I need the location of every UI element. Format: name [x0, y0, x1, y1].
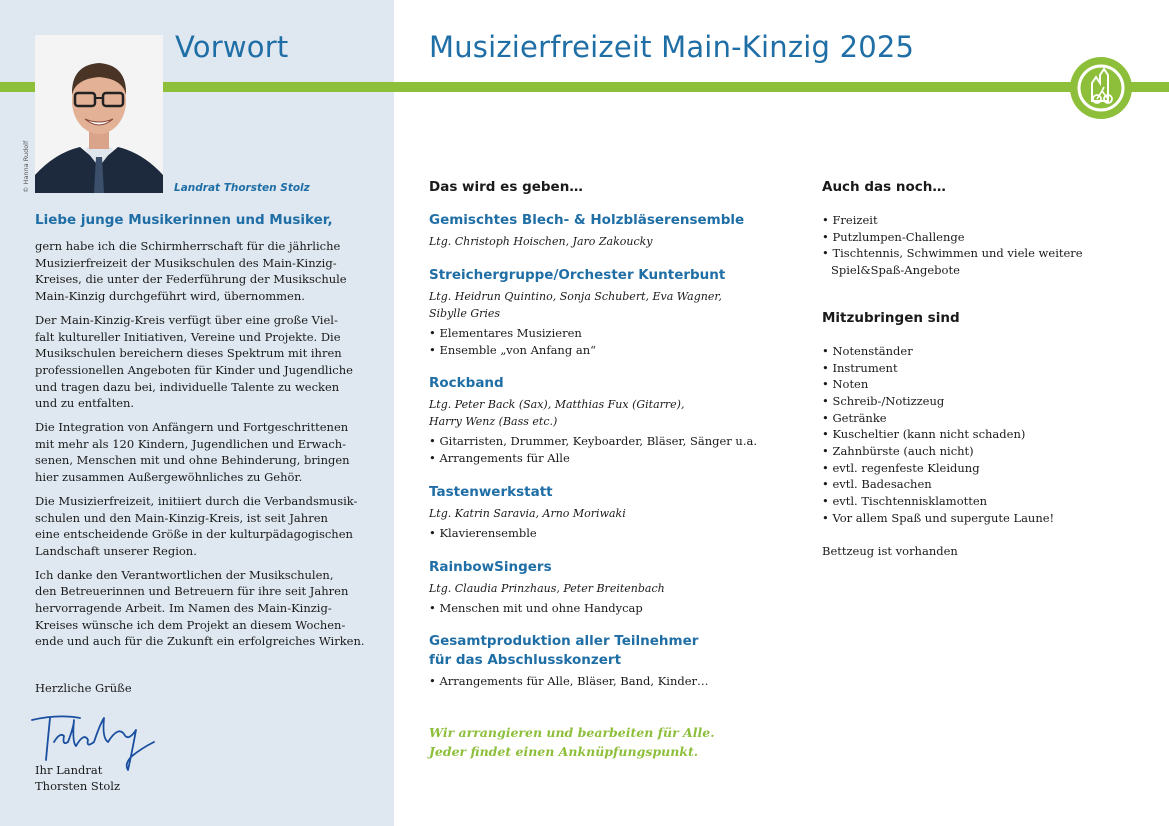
list-item: • Schreib-/Notizzeug — [822, 393, 1152, 410]
program-group — [429, 211, 799, 250]
list-item: • Freizeit — [822, 212, 1152, 229]
foreword-paragraph: Der Main-Kinzig-Kreis verfügt über eine große Viel- falt kultureller Initiativen, Vereine und Projekte. Die Musikschulen bereichern dieses Spektrum mit ihren professionellen Angeboten für Kinder und Jugendliche und tragen dazu bei, individuelle Talente zu wecken und zu entfalten. — [35, 312, 353, 411]
signature-name: Thorsten Stolz — [35, 779, 121, 793]
group-title: Streichergruppe/Orchester Kunterbunt — [429, 267, 726, 283]
group-title: Gesamtproduktion aller Teilnehmer für das Abschlusskonzert — [429, 633, 699, 669]
event-logo-badge — [1070, 57, 1132, 119]
list-item: • Putzlumpen-Challenge — [822, 229, 1152, 246]
group-bullets — [429, 525, 799, 542]
foreword-paragraph: Die Integration von Anfängern und Fortgeschrittenen mit mehr als 120 Kindern, Jugendlichen und Erwach- senen, Menschen mit und ohne Behinderung, bringen hier zusammen Außergewöhnliches zu Gehör. — [35, 420, 350, 485]
photo-caption: Landrat Thorsten Stolz — [174, 182, 310, 194]
list-item: • Tischtennis, Schwimmen und viele weitere Spiel&Spaß-Angebote — [822, 245, 1152, 278]
signature-role: Ihr Landrat — [35, 763, 103, 777]
group-leader: Ltg. Christoph Hoischen, Jaro Zakoucky — [429, 235, 653, 248]
list-item: • Gitarristen, Drummer, Keyboarder, Bläser, Sänger u.a. — [429, 433, 799, 450]
list-item: • Arrangements für Alle, Bläser, Band, Kinder… — [429, 673, 799, 690]
list-item: • Arrangements für Alle — [429, 450, 799, 467]
group-title: Rockband — [429, 375, 504, 392]
program-group — [429, 374, 799, 466]
greeting-heading: Liebe junge Musikerinnen und Musiker, — [35, 212, 333, 228]
list-item: • Zahnbürste (auch nicht) — [822, 443, 1152, 460]
main-title: Musizierfreizeit Main-Kinzig 2025 — [429, 30, 915, 64]
extras-heading: Auch das noch… — [822, 179, 946, 195]
group-leader: Ltg. Katrin Saravia, Arno Moriwaki — [429, 506, 626, 520]
list-item: • Klavierensemble — [429, 525, 799, 542]
group-bullets — [429, 325, 799, 358]
list-item: • Instrument — [822, 360, 1152, 377]
list-item: • Noten — [822, 376, 1152, 393]
extras-list — [822, 212, 1152, 279]
list-item: • Ensemble „von Anfang an“ — [429, 342, 799, 359]
program-column — [429, 179, 799, 690]
bedding-note: Bettzeug ist vorhanden — [822, 543, 958, 558]
list-item: • Menschen mit und ohne Handycap — [429, 600, 799, 617]
photo-credit: © Hanna Rudolf — [22, 140, 30, 193]
group-title: Tastenwerkstatt — [429, 483, 553, 500]
foreword-paragraph: gern habe ich die Schirmherrschaft für die jährliche Musizierfreizeit der Musikschulen des Main-Kinzig- Kreises, die unter der Federführung der Musikschule Main-Kinzig durchgeführt wird, übernommen. — [35, 239, 347, 304]
list-item: • Notenständer — [822, 343, 1152, 360]
group-leader: Ltg. Heidrun Quintino, Sonja Schubert, Eva Wagner, Sibylle Gries — [429, 290, 722, 320]
group-leader: Ltg. Claudia Prinzhaus, Peter Breitenbach — [429, 581, 665, 595]
closing-greeting: Herzliche Grüße — [35, 681, 132, 695]
note-line: Wir arrangieren und bearbeiten für Alle. — [429, 725, 715, 740]
note-line: Jeder findet einen Anknüpfungspunkt. — [429, 744, 699, 759]
group-bullets — [429, 673, 799, 690]
program-group — [429, 558, 799, 617]
list-item: • evtl. regenfeste Kleidung — [822, 460, 1152, 477]
foreword-paragraph: Ich danke den Verantwortlichen der Musikschulen, den Betreuerinnen und Betreuern für ihre seit Jahren hervorragende Arbeit. Im Namen des Main-Kinzig- Kreises wünsche ich dem Projekt an diesem Wochen- ende und auch für die Zukunft ein erfolgreiches Wirken. — [35, 567, 365, 649]
foreword-paragraph: Die Musizierfreizeit, initiiert durch die Verbandsmusik- schulen und den Main-Kinzig-Kreis, ist seit Jahren eine entscheidende Größe in der kulturpädagogischen Landschaft unserer Region. — [35, 493, 358, 558]
extras-column — [822, 179, 1152, 558]
program-group — [429, 632, 799, 690]
group-bullets — [429, 433, 799, 466]
bring-along-heading: Mitzubringen sind — [822, 309, 960, 326]
bring-along-list — [822, 343, 1152, 527]
green-note — [429, 723, 715, 761]
foreword-text — [35, 238, 375, 657]
program-group — [429, 483, 799, 542]
group-bullets — [429, 600, 799, 617]
list-item: • evtl. Badesachen — [822, 476, 1152, 493]
list-item: • Getränke — [822, 410, 1152, 427]
list-item: • Kuscheltier (kann nicht schaden) — [822, 426, 1152, 443]
portrait-photo — [35, 35, 163, 193]
vorwort-title: Vorwort — [175, 30, 289, 64]
list-item: • Elementares Musizieren — [429, 325, 799, 342]
list-item: • evtl. Tischtennisklamotten — [822, 493, 1152, 510]
group-leader: Ltg. Peter Back (Sax), Matthias Fux (Gitarre), Harry Wenz (Bass etc.) — [429, 398, 685, 429]
program-heading: Das wird es geben… — [429, 179, 583, 195]
green-header-bar — [0, 82, 1169, 92]
group-title: Gemischtes Blech- & Holzbläserensemble — [429, 212, 745, 228]
group-title: RainbowSingers — [429, 558, 552, 575]
list-item: • Vor allem Spaß und supergute Laune! — [822, 510, 1152, 527]
program-group — [429, 266, 799, 358]
